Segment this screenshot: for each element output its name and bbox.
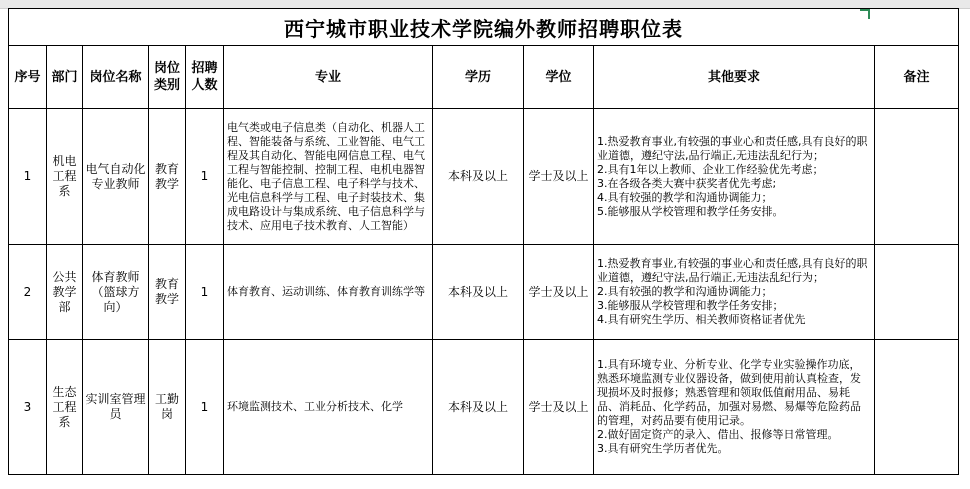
cell-category-line: 教学	[154, 292, 179, 306]
cell-category-line: 教育	[154, 277, 179, 291]
cell-category-line: 工勤	[154, 392, 179, 406]
cell-dept-line: 系	[58, 184, 71, 198]
cell-category[interactable]	[149, 109, 186, 245]
cell-position-line: 体育教师	[91, 269, 140, 284]
header-category-line: 类别	[153, 78, 180, 93]
table-row	[9, 109, 959, 245]
header-position[interactable]: 岗位名称	[83, 46, 149, 109]
requirement-line: 3.在各级各类大赛中获奖者优先考虑;	[597, 176, 777, 190]
header-remark[interactable]: 备注	[875, 46, 959, 109]
table-row	[9, 340, 959, 475]
cell-category[interactable]	[149, 340, 186, 475]
cell-dept-line: 工程	[52, 169, 77, 183]
cell-dept-line: 部	[58, 299, 71, 314]
cell-remark[interactable]	[875, 109, 959, 245]
cell-dept-line: 工程	[52, 399, 77, 414]
cell-other[interactable]	[594, 109, 875, 245]
header-count-line: 招聘	[191, 61, 218, 76]
requirement-line: 2.具有较强的教学和沟通协调能力；	[597, 285, 773, 298]
cell-dept-line: 公共	[52, 269, 77, 284]
cell-dept[interactable]	[47, 340, 83, 475]
header-count[interactable]	[186, 46, 224, 109]
cell-other[interactable]	[594, 245, 875, 340]
header-category[interactable]	[149, 46, 186, 109]
header-seq[interactable]: 序号	[9, 46, 47, 109]
cell-dept[interactable]	[47, 109, 83, 245]
cell-position[interactable]	[83, 109, 149, 245]
header-other[interactable]: 其他要求	[594, 46, 875, 109]
cell-degree[interactable]: 学士及以上	[524, 340, 594, 475]
header-major[interactable]: 专业	[224, 46, 433, 109]
requirement-line: 2.具有1年以上教师、企业工作经验优先考虑；	[597, 162, 824, 176]
cell-degree[interactable]: 学士及以上	[524, 245, 594, 340]
cell-dept-line: 教学	[52, 284, 77, 299]
cell-major[interactable]: 环境监测技术、工业分析技术、化学	[224, 340, 433, 475]
cell-seq[interactable]: 3	[9, 340, 47, 475]
requirement-line: 1.具有环境专业、分析专业、化学专业实验操作功底，熟悉环境监测专业仪器设备，做到使用前认真检查，发现损坏及时报修；熟悉管理和领取低值耐用品、易耗品、消耗品、化学药品，加强对易燃、易爆等危险药品的管理，对药品要有使用记录。	[597, 358, 861, 427]
requirement-line: 1.热爱教育事业,有较强的事业心和责任感,具有良好的职业道德，遵纪守法,品行端正,无违法乱纪行为；	[597, 257, 868, 284]
header-degree[interactable]: 学位	[524, 46, 594, 109]
cell-category-line: 教育	[154, 161, 179, 176]
cell-seq[interactable]: 2	[9, 245, 47, 340]
cell-position[interactable]	[83, 245, 149, 340]
requirement-line: 1.热爱教育事业,有较强的事业心和责任感,具有良好的职业道德，遵纪守法,品行端正,无违法乱纪行为；	[597, 134, 868, 162]
cell-major[interactable]: 电气类或电子信息类（自动化、机器人工程、智能装备与系统、工业智能、电气工程及其自动化、智能电网信息工程、电气工程与智能控制、控制工程、电机电器智能化、电子信息工程、电子科学与技术、光电信息科学与工程、电子封装技术、集成电路设计与集成系统、电子信息科学与技术、应用电子技术教育、人工智能）	[224, 109, 433, 245]
cell-remark[interactable]	[875, 340, 959, 475]
cell-dept-line: 生态	[52, 384, 77, 399]
recruitment-table	[8, 8, 959, 475]
cell-degree[interactable]: 学士及以上	[524, 109, 594, 245]
cell-position-line: 实训室管理	[85, 392, 146, 406]
cell-position[interactable]	[83, 340, 149, 475]
requirement-line: 4.具有较强的教学和沟通协调能力；	[597, 190, 773, 204]
requirement-line: 3.能够服从学校管理和教学任务安排；	[597, 299, 784, 312]
header-count-line: 人数	[191, 78, 218, 93]
cell-remark[interactable]	[875, 245, 959, 340]
header-education[interactable]: 学历	[433, 46, 524, 109]
cell-position-line: （篮球方	[91, 284, 140, 299]
table-row	[9, 245, 959, 340]
cell-other[interactable]	[594, 340, 875, 475]
cell-education[interactable]: 本科及以上	[433, 109, 524, 245]
requirement-line: 2.做好固定资产的录入、借出、报修等日常管理。	[597, 428, 839, 441]
cell-position-line: 向）	[103, 299, 128, 314]
header-category-line: 岗位	[153, 61, 180, 76]
requirement-line: 3.具有研究生学历者优先。	[597, 442, 729, 455]
cell-category[interactable]	[149, 245, 186, 340]
cell-major[interactable]: 体育教育、运动训练、体育教育训练学等	[224, 245, 433, 340]
cell-education[interactable]: 本科及以上	[433, 245, 524, 340]
cell-position-line: 电气自动化	[85, 161, 146, 176]
cell-count[interactable]: 1	[186, 245, 224, 340]
requirement-line: 5.能够服从学校管理和教学任务安排。	[597, 204, 784, 218]
cell-position-line: 员	[109, 407, 122, 421]
header-row	[9, 46, 959, 109]
table-title: 西宁城市职业技术学院编外教师招聘职位表	[9, 9, 959, 46]
requirement-line: 4.具有研究生学历、相关教师资格证者优先	[597, 313, 806, 326]
cell-dept[interactable]	[47, 245, 83, 340]
cell-dept-line: 机电	[52, 154, 77, 168]
cell-dept-line: 系	[58, 414, 71, 429]
cell-category-line: 岗	[160, 407, 173, 421]
header-dept[interactable]: 部门	[47, 46, 83, 109]
cell-count[interactable]: 1	[186, 340, 224, 475]
cell-education[interactable]: 本科及以上	[433, 340, 524, 475]
cell-seq[interactable]: 1	[9, 109, 47, 245]
cell-category-line: 教学	[154, 176, 179, 191]
cell-count[interactable]: 1	[186, 109, 224, 245]
cell-position-line: 专业教师	[91, 176, 140, 191]
